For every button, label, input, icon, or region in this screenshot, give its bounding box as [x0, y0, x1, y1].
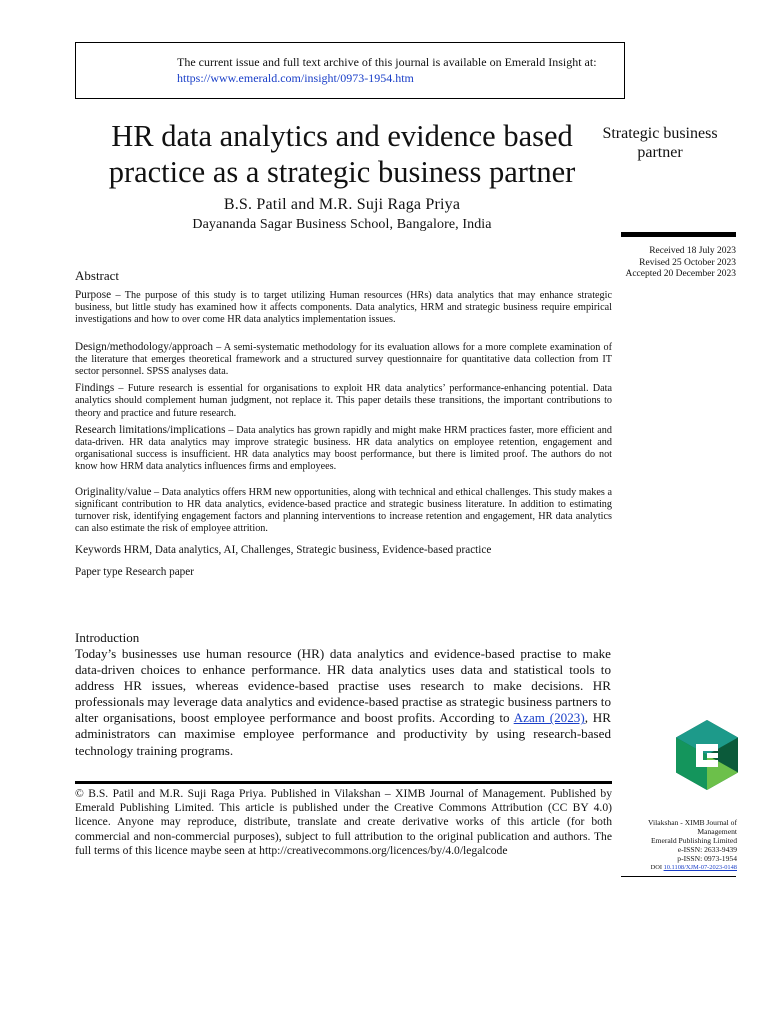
emerald-logo-icon — [676, 720, 738, 790]
abstract-limitations — [75, 424, 612, 474]
design-label: Design/methodology/approach — [75, 340, 213, 353]
journal-name: Vilakshan - XIMB Journal of Management — [648, 818, 737, 836]
journal-archive-link[interactable]: https://www.emerald.com/insight/0973-1954.htm — [177, 71, 414, 85]
journal-notice — [177, 54, 617, 86]
purpose-label: Purpose — [75, 289, 112, 301]
affiliation: Dayananda Sagar Business School, Bangalore, India — [192, 217, 492, 232]
abstract-section — [75, 268, 612, 579]
running-head — [588, 124, 732, 162]
journal-doi — [618, 863, 737, 872]
margin-thick-rule — [621, 232, 736, 237]
abstract-purpose — [75, 289, 612, 327]
abstract-originality — [75, 486, 612, 536]
margin-thin-rule — [621, 876, 736, 877]
notice-text: The current issue and full text archive of this journal is available on Emerald Insight at: — [177, 55, 597, 69]
authors: B.S. Patil and M.R. Suji Raga Priya — [223, 196, 461, 213]
originality-text: – Data analytics offers HRM new opportunities, along with technical and ethical challenges. This study makes a significant contribution to HR data analytics, evidence-based practice and strategic business literature. In addition to estimating turnover risk, identifying engagement factors and planning interventions to increase retention and engagement, HR data analytics can also estimate the risk of employee attrition. — [75, 486, 612, 535]
findings-text: – Future research is essential for organisations to exploit HR data analytics’ performance-enhancing potential. Data analytics should complement human judgment, not replace it. This paper details these transitions, the important contributions to theory and practice and future research. — [75, 383, 612, 419]
abstract-design — [75, 341, 612, 379]
findings-label: Findings — [75, 382, 115, 395]
running-head-line-2: partner — [637, 144, 683, 161]
running-head-line-1: Strategic business — [602, 125, 718, 142]
introduction-heading: Introduction — [75, 630, 140, 645]
title-line-1: HR data analytics and evidence based — [111, 119, 573, 153]
paper-type-label: Paper type — [75, 566, 123, 579]
originality-label: Originality/value — [75, 485, 152, 498]
purpose-text: – The purpose of this study is to target utilizing Human resources (HRs) data analytics that may enhance strategic business, but little study has examined how it affects components. Data analytics, HRM and strategic business require empirical investigations and how to over come HR data analytics implementation issues. — [75, 290, 612, 326]
design-text: – A semi-systematic methodology for its evaluation allows for a more complete examination of the literature that emerges theoretical framework and a structured survey questionnaire for quantitative data collection from IT sector personnel. SPSS analyses data. — [75, 341, 612, 378]
journal-pissn: p-ISSN: 0973-1954 — [677, 854, 737, 863]
revised-date: Revised 25 October 2023 — [639, 257, 736, 268]
abstract-paper-type — [75, 565, 612, 579]
journal-publisher: Emerald Publishing Limited — [650, 836, 737, 845]
keywords-label: Keywords — [75, 544, 121, 557]
intro-text-before: Today’s businesses use human resource (HR) data analytics and evidence-based practise to make data-driven choices to enhance performance. HR data analytics uses data and statistical tools to address HR issues, whereas evidence-based practise uses research to make decisions. HR professionals may leverage data analytics and evidence-based practise as strategic business partners to alter organisations, boost employee performance and boost profits. According to — [75, 646, 611, 726]
limitations-label: Research limitations/implications — [75, 423, 226, 436]
received-date: Received 18 July 2023 — [649, 246, 736, 256]
abstract-heading: Abstract — [75, 268, 120, 283]
accepted-date: Accepted 20 December 2023 — [625, 269, 736, 279]
intro-text-after: , HR administrators can maximise employee performance and productivity by using research-based technology training programs. — [75, 710, 611, 758]
logo-letter-bar — [707, 753, 718, 758]
citation-link[interactable]: Azam (2023) — [513, 710, 585, 726]
journal-eissn: e-ISSN: 2633-9439 — [677, 845, 737, 854]
keywords-text: HRM, Data analytics, AI, Challenges, Strategic business, Evidence-based practice — [121, 544, 492, 557]
article-title — [78, 118, 606, 190]
doi-label: DOI — [650, 864, 662, 871]
limitations-text: – Data analytics has grown rapidly and might make HRM practices faster, more efficient and data-driven. HR data analytics may improve strategic business. HR data analytics on employee retention, engagement and organisational success is insufficient. HR data analytics may boost performance, but there is limited proof. The authors do not know how HRM data analytics influences firms and employees. — [75, 424, 612, 473]
abstract-keywords — [75, 543, 612, 557]
doi-link[interactable]: 10.1108/XJM-07-2023-0148 — [663, 864, 737, 871]
license-statement: © B.S. Patil and M.R. Suji Raga Priya. Published in Vilakshan – XIMB Journal of Management. Published by Emerald Publishing Limited. This article is published under the Creative Commons Attribution (CC BY 4.0) licence. Anyone may reproduce, distribute, translate and create derivative works of this article (for both commercial and non-commercial purposes), subject to full attribution to the original publication and authors. The full terms of this licence maybe seen at http://creativecommons.org/licences/by/4.0/legalcode — [75, 787, 612, 857]
article-history-dates — [600, 246, 736, 281]
introduction-paragraph — [75, 646, 611, 759]
title-line-2: practice as a strategic business partner — [108, 155, 576, 189]
paper-type-text: Research paper — [122, 566, 194, 579]
journal-info — [618, 818, 737, 872]
footnote-rule — [75, 781, 612, 784]
abstract-findings — [75, 382, 612, 420]
